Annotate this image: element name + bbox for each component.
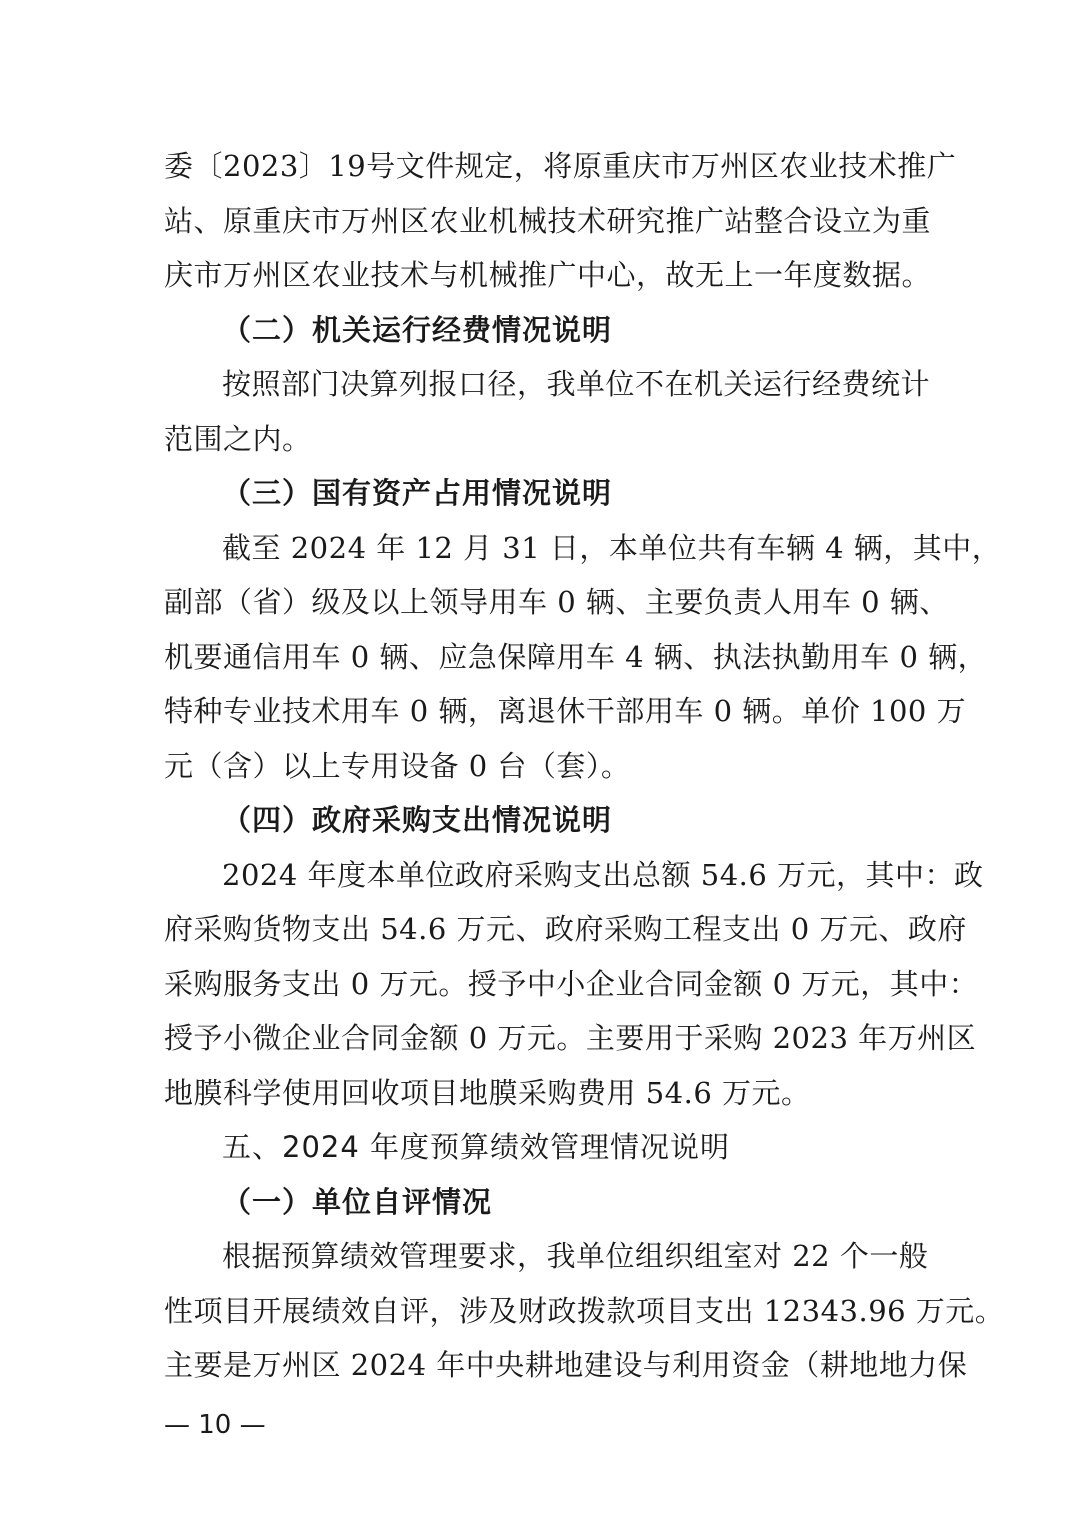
paragraph-line: 主要是万州区 2024 年中央耕地建设与利用资金（耕地地力保 [164, 1348, 968, 1382]
paragraph-line: 元（含）以上专用设备 0 台（套）。 [164, 748, 631, 783]
paragraph-line: 地膜科学使用回收项目地膜采购费用 54.6 万元。 [164, 1075, 811, 1110]
paragraph-line: 2024 年度本单位政府采购支出总额 54.6 万元，其中：政 [222, 857, 984, 892]
paragraph-line: 府采购货物支出 54.6 万元、政府采购工程支出 0 万元、政府 [164, 912, 967, 946]
subsection-heading-admin-costs: （二）机关运行经费情况说明 [222, 312, 613, 347]
paragraph-line: 特种专业技术用车 0 辆，离退休干部用车 0 辆。单价 100 万 [164, 694, 967, 728]
paragraph-line: 委〔2023〕19号文件规定，将原重庆市万州区农业技术推广 [164, 149, 957, 183]
paragraph-line: 站、原重庆市万州区农业机械技术研究推广站整合设立为重 [164, 203, 932, 238]
paragraph-line: 采购服务支出 0 万元。授予中小企业合同金额 0 万元，其中： [164, 966, 979, 1001]
page-number: — 10 — [164, 1410, 266, 1440]
paragraph-line: 庆市万州区农业技术与机械推广中心，故无上一年度数据。 [164, 258, 932, 292]
paragraph-line: 范围之内。 [164, 421, 312, 456]
paragraph-line: 副部（省）级及以上领导用车 0 辆、主要负责人用车 0 辆、 [164, 585, 949, 619]
paragraph-line: 授予小微企业合同金额 0 万元。主要用于采购 2023 年万州区 [164, 1021, 977, 1055]
paragraph-line: 性项目开展绩效自评，涉及财政拨款项目支出 12343.96 万元。 [164, 1293, 1005, 1328]
subsection-heading-self-evaluation: （一）单位自评情况 [222, 1184, 493, 1219]
document-body [164, 139, 1005, 1393]
subsection-heading-procurement: （四）政府采购支出情况说明 [222, 803, 613, 837]
paragraph-line: 机要通信用车 0 辆、应急保障用车 4 辆、执法执勤用车 0 辆， [164, 639, 988, 674]
section-heading-performance: 五、2024 年度预算绩效管理情况说明 [222, 1130, 731, 1164]
paragraph-line: 截至 2024 年 12 月 31 日，本单位共有车辆 4 辆，其中， [222, 530, 1002, 565]
subsection-heading-state-assets: （三）国有资产占用情况说明 [222, 476, 613, 510]
paragraph-line: 按照部门决算列报口径，我单位不在机关运行经费统计 [222, 367, 931, 401]
paragraph-line: 根据预算绩效管理要求，我单位组织组室对 22 个一般 [222, 1239, 929, 1273]
